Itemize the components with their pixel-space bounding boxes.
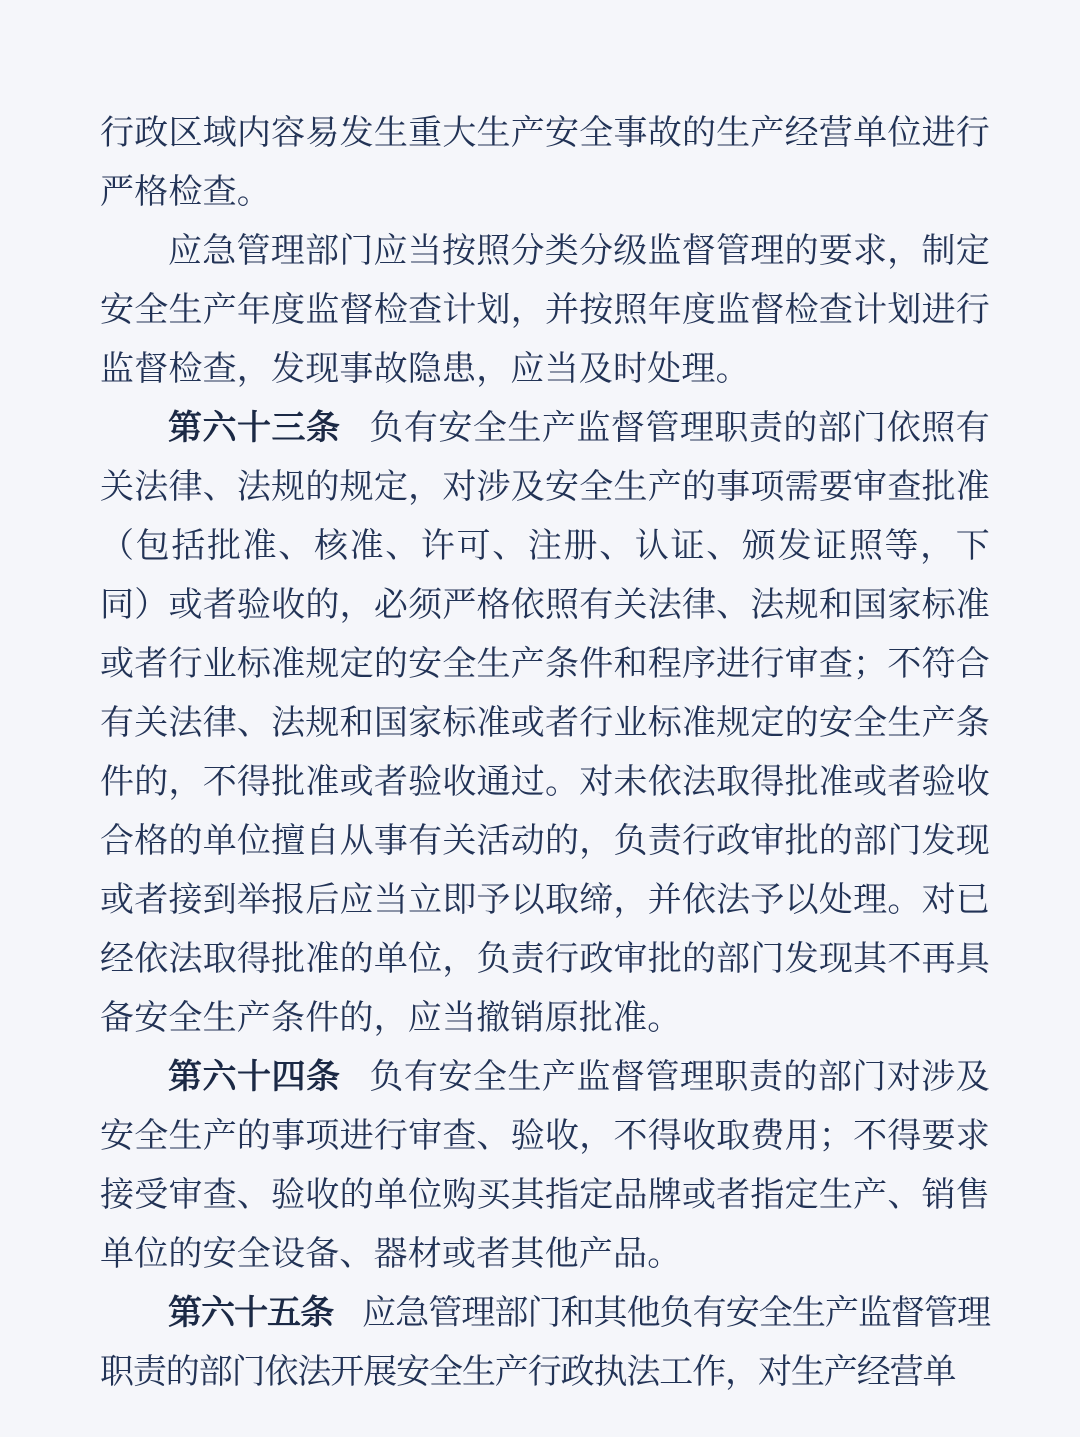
paragraph-text: 应急管理部门应当按照分类分级监督管理的要求，制定安全生产年度监督检查计划，并按照年度监督检查计划进行监督检查，发现事故隐患，应当及时处理。: [100, 233, 990, 388]
article-paragraph: [100, 399, 990, 1048]
article-number: 第六十三条: [168, 409, 341, 447]
article-paragraph: [100, 1284, 990, 1402]
paragraph: [100, 104, 990, 222]
paragraph: [100, 222, 990, 399]
paragraph-text: 负有安全生产监督管理职责的部门依照有关法律、法规的规定，对涉及安全生产的事项需要审查批准（包括批准、核准、许可、注册、认证、颁发证照等，下同）或者验收的，必须严格依照有关法律、法规和国家标准或者行业标准规定的安全生产条件和程序进行审查；不符合有关法律、法规和国家标准或者行业标准规定的安全生产条件的，不得批准或者验收通过。对未依法取得批准或者验收合格的单位擅自从事有关活动的，负责行政审批的部门发现或者接到举报后应当立即予以取缔，并依法予以处理。对已经依法取得批准的单位，负责行政审批的部门发现其不再具备安全生产条件的，应当撤销原批准。: [100, 410, 990, 1037]
article-number: 第六十四条: [168, 1058, 341, 1096]
article-paragraph: [100, 1048, 990, 1284]
paragraph-text: 应急管理部门和其他负有安全生产监督管理职责的部门依法开展安全生产行政执法工作，对生产经营单: [100, 1295, 990, 1391]
paragraph-text: 负有安全生产监督管理职责的部门对涉及安全生产的事项进行审查、验收，不得收取费用；不得要求接受审查、验收的单位购买其指定品牌或者指定生产、销售单位的安全设备、器材或者其他产品。: [100, 1059, 990, 1273]
article-number: 第六十五条: [168, 1294, 334, 1332]
paragraph-text: 行政区域内容易发生重大生产安全事故的生产经营单位进行严格检查。: [100, 115, 990, 211]
document-body: [100, 104, 990, 1402]
